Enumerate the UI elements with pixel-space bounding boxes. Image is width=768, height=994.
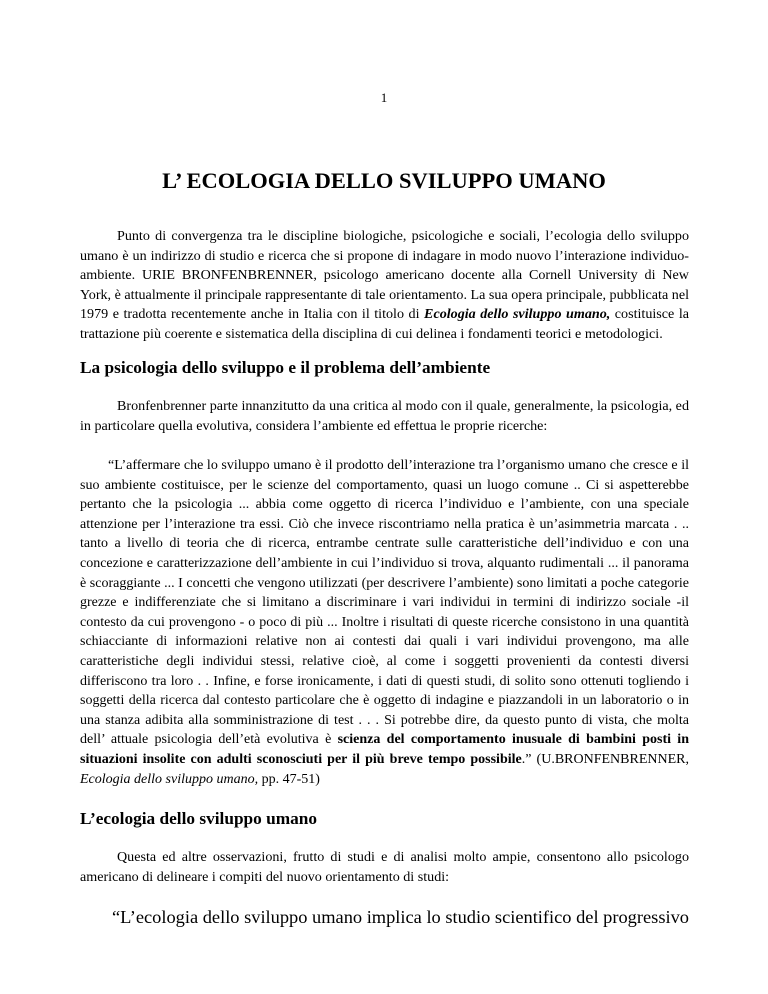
intro-paragraph: [80, 227, 689, 345]
quote-close: .” (U.BRONFENBRENNER,: [521, 751, 690, 767]
page-title: L’ ECOLOGIA DELLO SVILUPPO UMANO: [162, 168, 606, 193]
citation-title: Ecologia dello sviluppo umano,: [80, 771, 259, 787]
section-2-heading: L’ecologia dello sviluppo umano: [80, 809, 318, 828]
quote-bold-text: scienza del comportamento inusuale di bambini posti in situazioni insolite con adulti sconosciuti per il più breve tempo possibile: [80, 732, 689, 767]
section-2-quote-start: “L’ecologia dello sviluppo umano implica lo studio scientifico del progressivo: [112, 907, 689, 927]
section-1-quote: [80, 456, 689, 789]
citation-pages: pp. 47-51): [258, 771, 320, 787]
section-1-paragraph: Bronfenbrenner parte innanzitutto da una critica al modo con il quale, generalmente, la psicologia, ed in particolare quella evolutiva, considera l’ambiente ed effettua le proprie ricerche:: [80, 398, 689, 434]
section-2-paragraph: Questa ed altre osservazioni, frutto di studi e di analisi molto ampie, consentono allo psicologo americano di delineare i compiti del nuovo orientamento di studi:: [80, 849, 689, 885]
intro-text-2: costituisce la trattazione più coerente e sistematica della disciplina di cui delinea i fondamenti teorici e metodologici.: [80, 306, 689, 342]
page-number: 1: [380, 90, 388, 105]
quote-text: “L’affermare che lo sviluppo umano è il prodotto dell’interazione tra l’organismo umano che cresce e il suo ambiente costituisce, per le scienze del comportamento, quasi un luogo comune .. Ci si aspetterebbe pertanto che la psicologia ... abbia come oggetto di ricerca l’individuo e l’ambiente, con una speciale attenzione per l’interazione tra essi. Ciò che invece riscontriamo nella pratica è un’asimmetria marcata . .. tanto a livello di teoria che di ricerca, entrambe centrate sulle caratteristiche dell’individuo e con una concezione e caratterizzazione dell’ambiente in cui l’individuo si trova, alquanto rudimentali ... il panorama è scoraggiante ... I concetti che vengono utilizzati (per descrivere l’ambiente) sono limitati a poche categorie grezze e indifferenziate che si limitano a discriminare i vari individui in termini di indirizzo sociale -il contesto da cui provengono - o poco di più ... Inoltre i risultati di queste ricerche consistono in una quantità schiacciante di informazioni relative non ai contesti dai quali i vari individui provengono, ma alle caratteristiche degli individui stessi, relative cioè, al come i soggetti provenienti da contesti diversi differiscono tra loro . . Infine, e forse ironicamente, i dati di questi studi, di solito sono ottenuti togliendo i soggetti della ricerca dal contesto particolare che è oggetto di indagine e piazzandoli in un laboratorio o in una stanza adibita alla somministrazione di test . . . Si potrebbe dire, da questo punto di vista, che molta dell’ attuale psicologia dell’età evolutiva è: [80, 458, 689, 748]
intro-book-title: Ecologia dello sviluppo umano,: [424, 306, 611, 323]
intro-text-1: Punto di convergenza tra le discipline biologiche, psicologiche e sociali, l’ecologia dello sviluppo umano è un indirizzo di studio e ricerca che si propone di indagare in modo nuovo l’interazione individuo-ambiente. URIE BRONFENBRENNER, psicologo americano docente alla Cornell University di New York, è attualmente il principale rappresentante di tale orientamento. La sua opera principale, pubblicata nel 1979 e tradotta recentemente anche in Italia con il titolo di: [80, 228, 689, 323]
section-1-heading: La psicologia dello sviluppo e il problema dell’ambiente: [80, 358, 491, 377]
